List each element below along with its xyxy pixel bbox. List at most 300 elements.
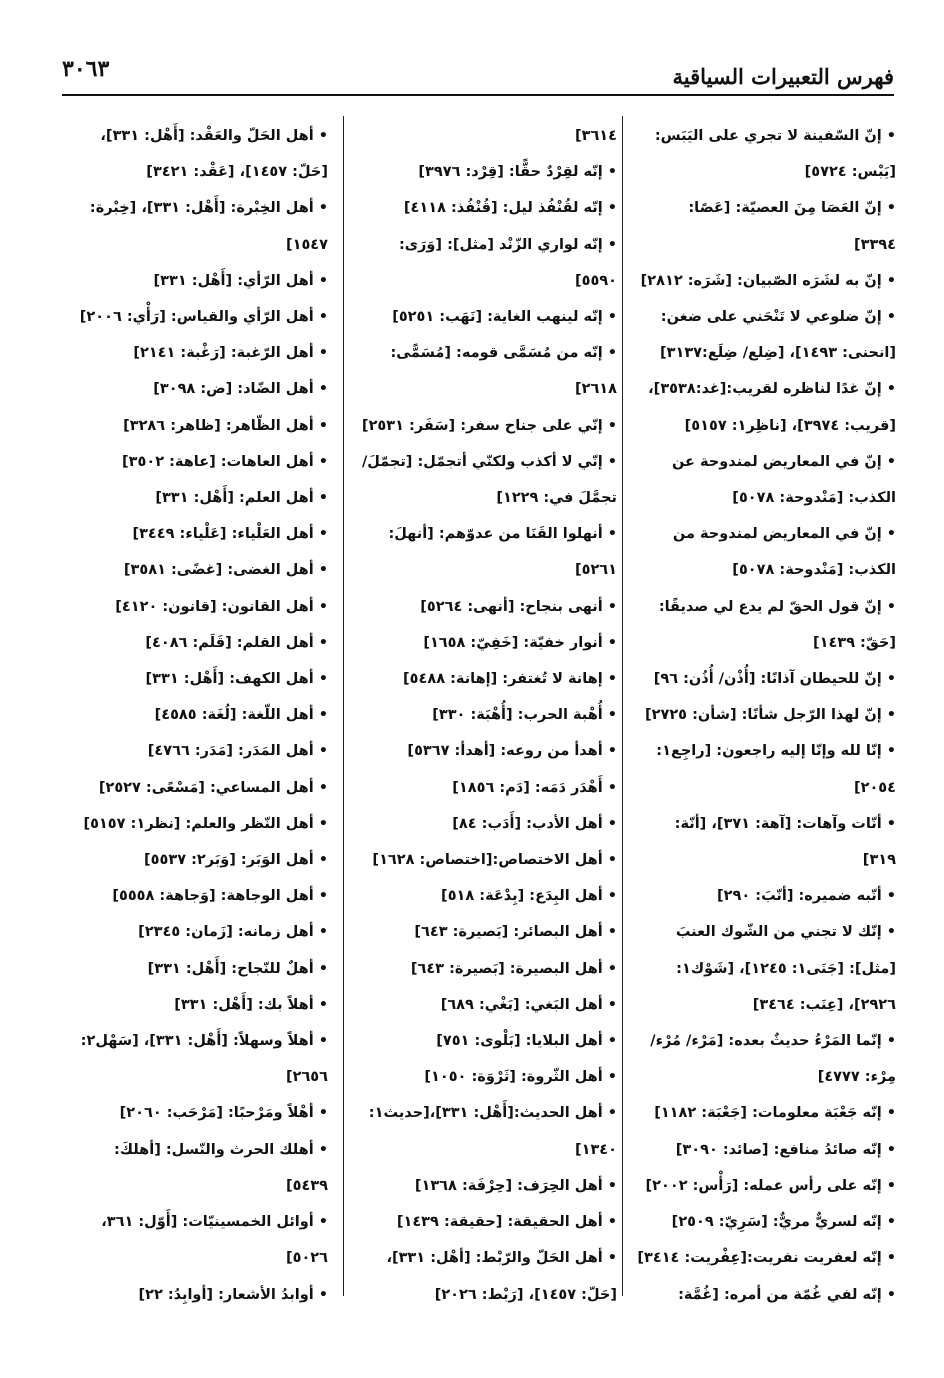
index-entry-text: أهل البصيرة: [بَصيرة: ٦٤٣] — [410, 960, 603, 977]
index-entry-line — [352, 987, 617, 1023]
index-entry-text: أهل العَلْياء: [عَلْياء: ٣٤٤٩] — [132, 526, 314, 543]
page-title: فهرس التعبيرات السياقية — [672, 64, 894, 89]
index-entry-text: ٣٣٩٤] — [853, 236, 896, 253]
index-entry — [63, 335, 328, 371]
index-entry — [63, 914, 328, 950]
index-entry-text: إنّا لله وإنّا إليه راجعون: [راجِع١: — [656, 743, 882, 760]
index-entry-text: إنّه لينهب الغاية: [نَهَب: ٥٢٥١] — [392, 309, 603, 326]
index-entry-text: أهل البَغي: [بَغْي: ٦٨٩] — [440, 996, 603, 1013]
index-entry-line — [63, 552, 328, 588]
index-entry-line — [352, 118, 617, 154]
index-entry-text: أهل الحَلّ والرّبْط: [أهْل: ٣٣١]، — [386, 1250, 603, 1267]
index-entry — [63, 1132, 328, 1204]
bullet-icon: • — [607, 1214, 617, 1231]
index-entry-line — [631, 552, 896, 588]
index-entry-line — [352, 806, 617, 842]
bullet-icon: • — [886, 888, 896, 905]
index-entry-text: ٢٠٥٤] — [853, 779, 896, 796]
index-entry — [63, 299, 328, 335]
index-entry — [631, 806, 896, 878]
bullet-icon: • — [318, 309, 328, 326]
index-entry-text: أهل الحَلّ والعَقْد: [أَهْل: ٣٣١]، — [100, 128, 314, 144]
index-entry-line — [63, 625, 328, 661]
index-entry-line — [352, 1168, 617, 1204]
bullet-icon: • — [318, 598, 328, 615]
index-entry-line — [631, 480, 896, 516]
index-entry — [631, 914, 896, 1023]
index-entry-line — [63, 806, 328, 842]
index-entry — [352, 1240, 617, 1312]
index-entry-line — [631, 1132, 896, 1168]
index-entry-text: ٣٦١٤] — [574, 128, 617, 144]
index-entry-line — [352, 661, 617, 697]
index-entry — [63, 408, 328, 444]
bullet-icon: • — [886, 1250, 896, 1267]
index-entry — [63, 190, 328, 262]
index-entry-line — [352, 951, 617, 987]
index-entry-text: أهل زمانه: [زَمان: ٢٣٤٥] — [138, 924, 314, 941]
index-entry-text: أهل الظّاهر: [ظاهر: ٣٢٨٦] — [123, 417, 314, 434]
index-entry — [352, 589, 617, 625]
index-entry — [631, 589, 896, 661]
index-entry — [63, 625, 328, 661]
bullet-icon: • — [886, 453, 896, 470]
bullet-icon: • — [318, 707, 328, 724]
index-entry — [352, 697, 617, 733]
bullet-icon: • — [886, 309, 896, 326]
index-entry — [631, 1132, 896, 1168]
index-entry — [352, 1059, 617, 1095]
index-entry-text: أنّات وآهات: [آهة: ٣٧١]، [أنّة: — [674, 815, 882, 832]
bullet-icon: • — [607, 888, 617, 905]
index-entry-text: إنّ لهذا الرّجل شأنًا: [شأن: ٢٧٢٥] — [644, 707, 882, 724]
index-entry-text: أَهْدَر دَمَه: [دَم: ١٨٥٦] — [452, 779, 603, 796]
bullet-icon: • — [607, 1033, 617, 1050]
index-entry-line — [631, 1204, 896, 1240]
index-entry — [63, 444, 328, 480]
bullet-icon: • — [607, 417, 617, 434]
index-column-right — [631, 118, 896, 1313]
index-entry-line — [352, 1023, 617, 1059]
index-entry-text: إنّ غدًا لناظره لقريب:[غد:٣٥٣٨]، — [648, 381, 882, 398]
index-entry-line — [631, 408, 896, 444]
index-entry-text: إنّه لسريٌّ مريٌّ: [سَرِيّ: ٢٥٠٩] — [671, 1214, 882, 1231]
index-entry-text: أنهى بنجاح: [أنهى: ٥٢٦٤] — [420, 598, 603, 615]
index-entry-line — [352, 480, 617, 516]
index-entry-text: أهل النّظر والعلم: [نظر١: ٥١٥٧] — [83, 815, 314, 832]
index-entry — [63, 1277, 328, 1313]
index-entry-text: إنّه من مُسَمَّى قومه: [مُسَمًّى: — [390, 345, 603, 362]
bullet-icon: • — [607, 200, 617, 217]
index-entry — [352, 227, 617, 299]
index-entry — [352, 733, 617, 769]
index-entry-text: أهْلاً ومَرْحبًا: [مَرْحَب: ٢٠٦٠] — [119, 1105, 314, 1122]
index-entry — [631, 516, 896, 588]
bullet-icon: • — [886, 1177, 896, 1194]
index-entry — [352, 842, 617, 878]
index-entry — [631, 1204, 896, 1240]
bullet-icon: • — [318, 128, 328, 144]
bullet-icon: • — [607, 453, 617, 470]
index-entry — [352, 625, 617, 661]
index-column-left — [63, 118, 328, 1313]
index-entry-line — [352, 190, 617, 226]
index-entry-text: أهلٌ للنّجاح: [أَهْل: ٣٣١] — [147, 960, 314, 977]
index-entry-line — [63, 154, 328, 190]
index-entry-text: ٥٢٦١] — [574, 562, 617, 579]
index-entry-text: إنّ في المعاريض لمندوحة عن — [672, 453, 882, 470]
index-entry — [352, 299, 617, 335]
bullet-icon: • — [318, 1141, 328, 1158]
index-entry-text: إنّ به لشَرَه الصّبيان: [شَرَه: ٢٨١٢] — [640, 272, 882, 289]
index-entry-line — [63, 1059, 328, 1095]
index-entry-line — [63, 299, 328, 335]
index-entry-text: ٥٠٢٦] — [285, 1250, 328, 1267]
index-entry-text: أنهلوا القَنَا من عدوّهم: [أنهلَ: — [388, 526, 603, 543]
index-entry — [63, 733, 328, 769]
bullet-icon: • — [318, 453, 328, 470]
index-entry-text: أهل الرّغبة: [رَغْبة: ٢١٤١] — [133, 345, 314, 362]
index-entry-text: إنّ للحيطان آذانًا: [أُذْن/ أُذُن: ٩٦] — [653, 671, 882, 688]
bullet-icon: • — [886, 128, 896, 144]
bullet-icon: • — [886, 598, 896, 615]
index-entry-line — [631, 516, 896, 552]
index-entry-text: أهل الرّأي: [أَهْل: ٣٣١] — [153, 272, 314, 289]
index-entry-line — [631, 1023, 896, 1059]
index-entry-text: أهل الضّاد: [ض: ٣٠٩٨] — [153, 381, 314, 398]
index-entry-text: أهل الوَبَر: [وَبَر٢: ٥٥٣٧] — [144, 852, 314, 869]
index-entry — [352, 661, 617, 697]
index-entry-line — [63, 951, 328, 987]
index-entry — [352, 914, 617, 950]
index-entry-text: أهل الاختصاص:[اختصاص: ١٦٢٨] — [372, 852, 603, 869]
index-entry-text: ٢٦١٨] — [574, 381, 617, 398]
index-entry-line — [631, 263, 896, 299]
bullet-icon: • — [318, 924, 328, 941]
bullet-icon: • — [886, 924, 896, 941]
index-entry — [63, 770, 328, 806]
index-entry — [63, 951, 328, 987]
bullet-icon: • — [607, 598, 617, 615]
index-entry-line — [63, 914, 328, 950]
index-entry-text: [انحنى: ١٤٩٣]، [ضِلع/ ضِلَع:٣١٣٧] — [659, 345, 896, 362]
index-entry-text: أنّبه ضميره: [أنّبَ: ٢٩٠] — [717, 888, 882, 905]
index-entry-line — [631, 1168, 896, 1204]
index-entry-text: إنّ قول الحقّ لم يدع لي صديقًا: — [658, 598, 882, 615]
index-entry-text: إنّه لفي غُمّة من أمره: [غُمَّة: — [678, 1286, 882, 1303]
index-entry — [63, 1095, 328, 1131]
bullet-icon: • — [318, 1033, 328, 1050]
index-entry-text: إنّ السّفينة لا تجري على اليَبَس: — [654, 128, 882, 144]
index-entry-line — [63, 335, 328, 371]
bullet-icon: • — [318, 417, 328, 434]
bullet-icon: • — [886, 272, 896, 289]
index-entry-text: أهل اللّغة: [لُغَة: ٤٥٨٥] — [154, 707, 314, 724]
index-entry-text: أهدأ من روعه: [أهدأ: ٥٣٦٧] — [407, 743, 603, 760]
bullet-icon: • — [318, 200, 328, 217]
index-entry-line — [63, 987, 328, 1023]
index-entry-line — [63, 733, 328, 769]
index-entry-line — [631, 118, 896, 154]
index-entry-text: إنّ في المعاريض لمندوحة من — [672, 526, 882, 543]
index-entry-text: إنّه صائدُ منافع: [صائد: ٣٠٩٠] — [675, 1141, 882, 1158]
index-entry-line — [352, 770, 617, 806]
index-entry — [631, 1023, 896, 1095]
index-entry-text: أهل الثّروة: [ثَرْوَة: ١٠٥٠] — [424, 1069, 603, 1086]
index-entry-line — [352, 589, 617, 625]
index-entry-text: أهلاً وسهلاً: [أَهْل: ٣٣١]، [سَهْل٢: — [80, 1033, 314, 1050]
index-entry — [631, 299, 896, 371]
index-entry — [63, 661, 328, 697]
bullet-icon: • — [318, 1286, 328, 1303]
index-entry-text: إنّما المَرْءُ حديثٌ بعده: [مَرْء/ مُرْء/ — [650, 1033, 882, 1050]
index-entry — [352, 806, 617, 842]
index-entry — [63, 516, 328, 552]
index-entry — [631, 661, 896, 697]
index-entry-line — [63, 589, 328, 625]
bullet-icon: • — [607, 852, 617, 869]
index-entry-line — [63, 516, 328, 552]
index-entry-text: [مثل]: [جَنَى١: ١٢٤٥]، [شَوْك١: — [676, 960, 896, 977]
index-entry-text: إنّي لا أكذب ولكنّي أتجمّل: [تجمّلَ/ — [361, 453, 603, 470]
index-entry-line — [352, 1277, 617, 1313]
bullet-icon: • — [318, 779, 328, 796]
index-entry-line — [631, 733, 896, 769]
index-entry-text: أهل الأدب: [أَدَب: ٨٤] — [452, 815, 603, 832]
index-entry-text: [حَقّ: ١٤٣٩] — [812, 634, 896, 651]
bullet-icon: • — [607, 743, 617, 760]
index-entry-line — [63, 1168, 328, 1204]
index-entry — [63, 480, 328, 516]
index-entry-text: أهل الخِبْرة: [أَهْل: ٣٣١]، [خِبْرة: — [89, 200, 314, 217]
bullet-icon: • — [318, 381, 328, 398]
bullet-icon: • — [607, 815, 617, 832]
index-entry-text: أنوار خفيّة: [خَفِيّ: ١٦٥٨] — [423, 634, 603, 651]
index-entry-line — [631, 1095, 896, 1131]
bullet-icon: • — [318, 1105, 328, 1122]
index-entry — [631, 371, 896, 443]
index-entry — [63, 697, 328, 733]
index-entry-line — [631, 806, 896, 842]
index-entry-line — [631, 878, 896, 914]
index-entry-text: ٥٤٣٩] — [285, 1177, 328, 1194]
index-entry — [63, 552, 328, 588]
index-entry — [352, 444, 617, 516]
bullet-icon: • — [318, 996, 328, 1013]
index-entry-text: ٥٥٩٠] — [574, 272, 617, 289]
index-entry-line — [63, 878, 328, 914]
index-entry-line — [631, 299, 896, 335]
index-entry-text: ٣١٩] — [862, 852, 896, 869]
index-entry-line — [63, 1023, 328, 1059]
index-entry-text: أهل المساعي: [مَسْعًى: ٢٥٢٧] — [98, 779, 314, 796]
index-entry-line — [63, 1095, 328, 1131]
index-entry-line — [63, 118, 328, 154]
index-entry — [352, 190, 617, 226]
index-entry-text: الكذب: [مَنْدوحة: ٥٠٧٨] — [732, 490, 896, 507]
index-entry-line — [352, 154, 617, 190]
bullet-icon: • — [607, 779, 617, 796]
bullet-icon: • — [886, 815, 896, 832]
index-entry-line — [352, 444, 617, 480]
index-entry-text: أوائل الخمسينيّات: [أَوّل: ٣٦١، — [101, 1214, 314, 1231]
index-column-middle — [352, 118, 617, 1313]
bullet-icon: • — [318, 634, 328, 651]
index-entry-line — [352, 733, 617, 769]
index-entry-line — [631, 444, 896, 480]
index-entry-line — [631, 190, 896, 226]
index-entry — [63, 118, 328, 190]
index-entry-line — [352, 299, 617, 335]
index-entry-text: أهل الكهف: [أَهْل: ٣٣١] — [145, 671, 314, 688]
index-entry-line — [63, 263, 328, 299]
bullet-icon: • — [318, 562, 328, 579]
bullet-icon: • — [886, 1286, 896, 1303]
bullet-icon: • — [886, 671, 896, 688]
index-entry-text: أهل المَدَر: [مَدَر: ٤٧٦٦] — [147, 743, 314, 760]
index-entry — [352, 118, 617, 154]
bullet-icon: • — [318, 345, 328, 362]
index-entry-line — [63, 697, 328, 733]
index-entry-text: [حَلّ: ١٤٥٧]، [رَبْط: ٢٠٢٦] — [434, 1286, 617, 1303]
bullet-icon: • — [318, 671, 328, 688]
index-entry-line — [631, 951, 896, 987]
index-entry-text: [يَبْس: ٥٧٢٤] — [804, 164, 896, 181]
index-entry-text: ١٥٤٧] — [285, 236, 328, 253]
index-entry-text: ١٣٤٠] — [574, 1141, 617, 1158]
index-entry-line — [63, 770, 328, 806]
index-entry-line — [352, 263, 617, 299]
index-entry — [63, 263, 328, 299]
index-entry-line — [352, 625, 617, 661]
index-entry — [631, 190, 896, 262]
index-entry-text: أهلاً بك: [أَهْل: ٣٣١] — [174, 996, 314, 1013]
index-entry-line — [63, 1132, 328, 1168]
index-entry-line — [352, 878, 617, 914]
index-entry — [631, 444, 896, 516]
index-entry — [63, 878, 328, 914]
index-entry — [631, 1277, 896, 1313]
index-entry-text: إنّه لعفريت نفريت:[عِفْريت: ٣٤١٤] — [637, 1250, 882, 1267]
bullet-icon: • — [318, 960, 328, 977]
bullet-icon: • — [607, 707, 617, 724]
index-entry — [63, 1204, 328, 1276]
index-entry-line — [352, 1204, 617, 1240]
index-entry-line — [352, 227, 617, 263]
index-entry-line — [631, 589, 896, 625]
bullet-icon: • — [886, 1214, 896, 1231]
index-entry-line — [352, 335, 617, 371]
bullet-icon: • — [607, 309, 617, 326]
index-entry — [631, 118, 896, 190]
bullet-icon: • — [607, 960, 617, 977]
index-entry-line — [631, 154, 896, 190]
index-entry-text: [قريب: ٣٩٧٤]، [ناظِر١: ٥١٥٧] — [684, 417, 896, 434]
index-entry-text: إنّك لا تجني من الشّوك العنبَ — [675, 924, 882, 941]
index-entry — [63, 371, 328, 407]
bullet-icon: • — [607, 1250, 617, 1267]
bullet-icon: • — [318, 1214, 328, 1231]
index-entry — [63, 842, 328, 878]
index-entry — [352, 516, 617, 588]
index-entry-text: أهل القانون: [قانون: ٤١٢٠] — [115, 598, 314, 615]
index-entry — [631, 1168, 896, 1204]
index-entry — [631, 697, 896, 733]
index-entry-line — [352, 1132, 617, 1168]
index-entry-line — [63, 842, 328, 878]
index-entry — [631, 263, 896, 299]
bullet-icon: • — [318, 852, 328, 869]
index-entry-text: مِرْء: ٤٧٧٧] — [817, 1069, 896, 1086]
index-entry — [63, 806, 328, 842]
index-entry — [631, 1240, 896, 1276]
index-entry-text: أهل العاهات: [عاهة: ٣٥٠٢] — [122, 453, 314, 470]
bullet-icon: • — [607, 924, 617, 941]
bullet-icon: • — [886, 743, 896, 760]
index-entry-line — [352, 516, 617, 552]
index-entry-text: إنّه على رأس عمله: [رَأْس: ٢٠٠٢] — [645, 1177, 882, 1194]
index-entry-line — [631, 1240, 896, 1276]
index-entry — [352, 987, 617, 1023]
index-entry-text: ٢٦٥٦] — [285, 1069, 328, 1086]
bullet-icon: • — [318, 815, 328, 832]
bullet-icon: • — [607, 634, 617, 651]
bullet-icon: • — [607, 996, 617, 1013]
bullet-icon: • — [607, 1069, 617, 1086]
index-entry-line — [631, 227, 896, 263]
bullet-icon: • — [607, 526, 617, 543]
bullet-icon: • — [886, 1105, 896, 1122]
index-entry-line — [63, 227, 328, 263]
index-entry-text: إنّي على جناح سفر: [سَفَر: ٢٥٣١] — [361, 417, 603, 434]
index-entry-text: إنّه جَعْبَة معلومات: [جَعْبَة: ١١٨٢] — [654, 1105, 882, 1122]
bullet-icon: • — [607, 345, 617, 362]
index-entry-text: أهل العلم: [أَهْل: ٣٣١] — [155, 490, 314, 507]
index-entry-line — [63, 371, 328, 407]
index-entry-text: أهل البلايا: [بَلْوى: ٧٥١] — [436, 1033, 603, 1050]
index-entry-line — [352, 842, 617, 878]
index-entry — [352, 770, 617, 806]
index-entry — [352, 1095, 617, 1167]
bullet-icon: • — [886, 526, 896, 543]
index-entry-line — [63, 190, 328, 226]
index-entry-line — [63, 444, 328, 480]
bullet-icon: • — [886, 1033, 896, 1050]
index-entry-line — [631, 625, 896, 661]
index-entry-text: أهل الرّأي والقياس: [رَأْي: ٢٠٠٦] — [79, 309, 314, 326]
index-entry — [352, 951, 617, 987]
index-entry-line — [352, 1059, 617, 1095]
index-entry — [631, 1095, 896, 1131]
index-entry-line — [631, 661, 896, 697]
index-entry — [352, 878, 617, 914]
index-entry-text: إنّ ضلوعي لا تَنْحَني على ضغن: — [660, 309, 882, 326]
index-entry — [631, 878, 896, 914]
index-entry-text: إنّه لواري الزّنْد [مثل]: [وَرَى: — [398, 236, 603, 253]
index-entry-line — [63, 480, 328, 516]
bullet-icon: • — [886, 200, 896, 217]
index-entry-line — [631, 842, 896, 878]
index-entry-line — [631, 697, 896, 733]
index-entry-line — [63, 1277, 328, 1313]
bullet-icon: • — [607, 1105, 617, 1122]
index-entry-text: إنّ العَصَا مِنَ العصيّة: [عَصًا: — [688, 200, 882, 217]
index-entry-text: إهانة لا تُغتفر: [إهانة: ٥٤٨٨] — [403, 671, 603, 688]
index-entry-text: ٢٩٢٦]، [عِنَب: ٣٤٦٤] — [752, 996, 896, 1013]
index-entry-line — [352, 552, 617, 588]
index-entry-line — [63, 1204, 328, 1240]
bullet-icon: • — [318, 743, 328, 760]
